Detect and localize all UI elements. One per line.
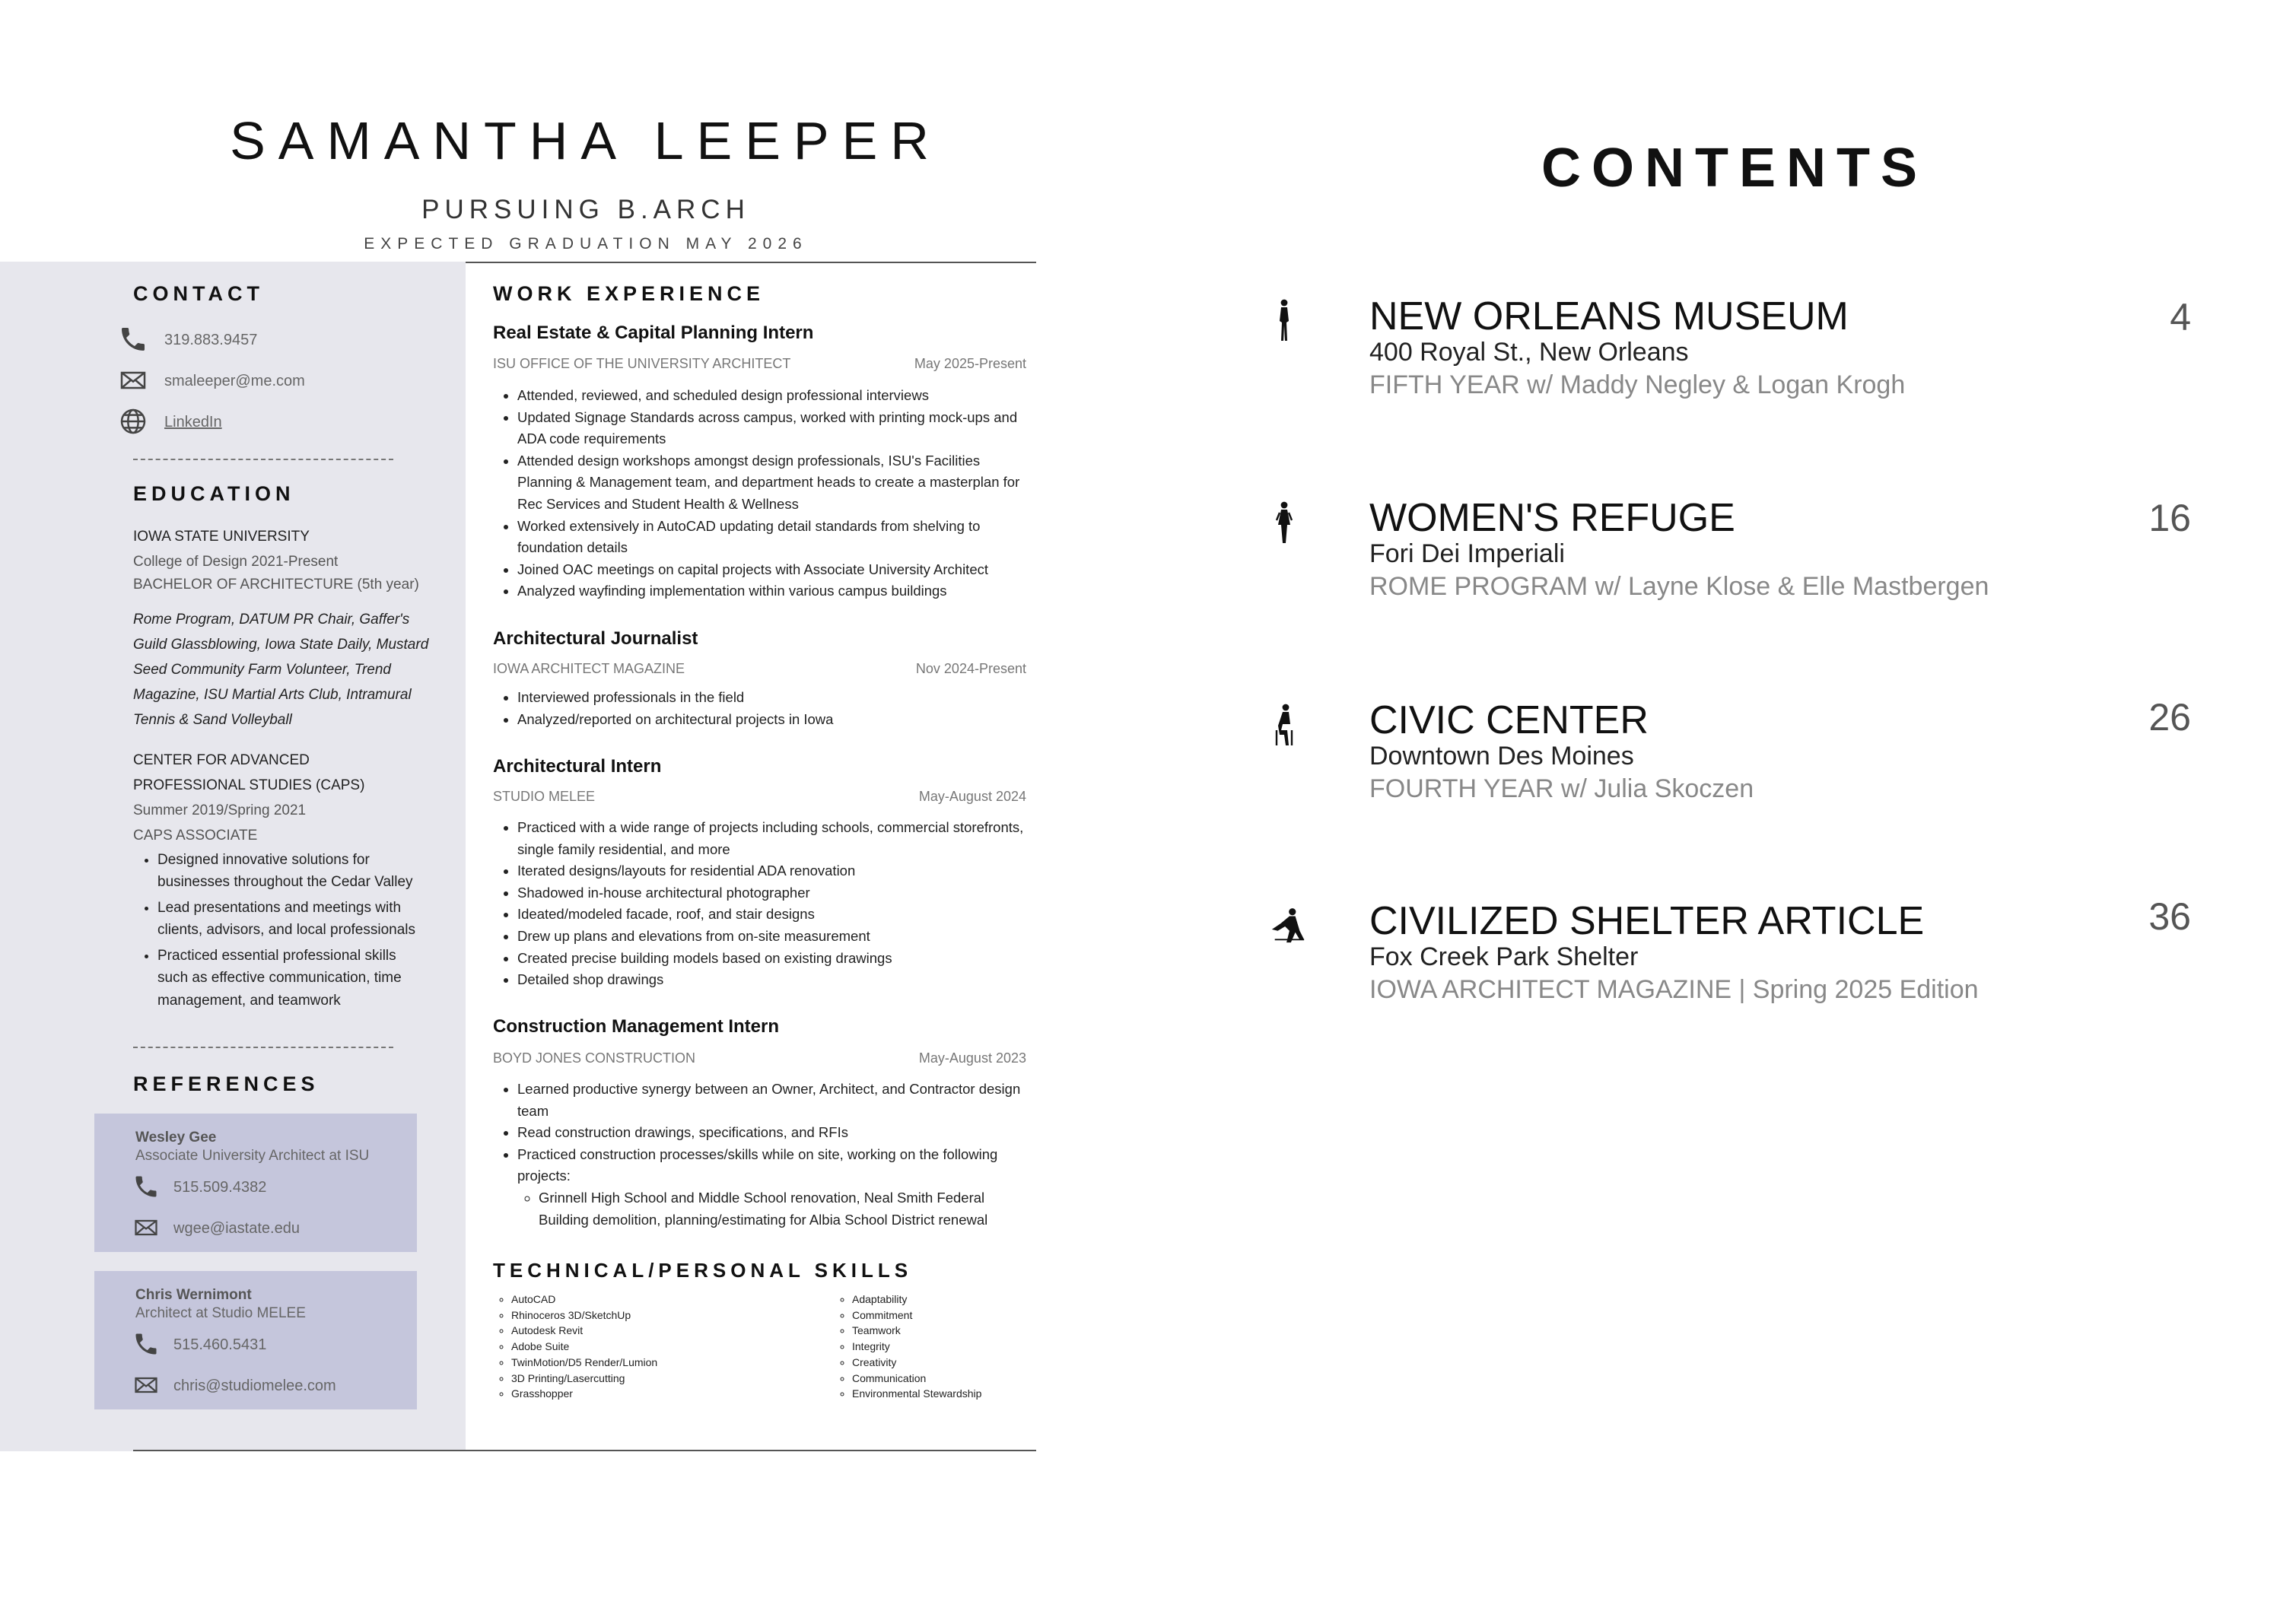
list-item: ◦ Communication: [852, 1371, 1047, 1387]
list-item: • Lead presentations and meetings with clients, advisors, and local professionals: [157, 897, 430, 942]
contents-entry-description: ROME PROGRAM w/ Layne Klose & Elle Mastbergen: [1369, 572, 1989, 601]
list-item: • Practiced essential professional skills such as effective communication, time management, and teamwork: [157, 945, 430, 1012]
reference-phone: 515.509.4382: [173, 1179, 267, 1196]
job-title: Architectural Journalist: [493, 628, 698, 649]
contact-phone: 319.883.9457: [164, 332, 258, 348]
contact-email[interactable]: smaleeper@me.com: [164, 373, 305, 389]
list-item: ◦ Adobe Suite: [511, 1339, 813, 1355]
contents-entry-subtitle: Fori Dei Imperiali: [1369, 539, 1565, 568]
list-item: • Attended, reviewed, and scheduled design professional interviews: [517, 385, 1033, 407]
resume-subtitle: PURSUING B.ARCH: [421, 195, 750, 224]
graduation-line: EXPECTED GRADUATION MAY 2026: [364, 235, 808, 253]
list-item: • Interviewed professionals in the field: [517, 687, 1033, 709]
list-item: • Joined OAC meetings on capital projects with Associate University Architect: [517, 559, 1033, 581]
education-school: IOWA STATE UNIVERSITY: [133, 529, 310, 545]
contents-entry-title[interactable]: CIVILIZED SHELTER ARTICLE: [1369, 899, 1925, 943]
contents-entry-title[interactable]: WOMEN'S REFUGE: [1369, 496, 1735, 540]
job-title: Real Estate & Capital Planning Intern: [493, 323, 814, 343]
list-item: ◦ Grinnell High School and Middle School renovation, Neal Smith Federal Building demolition, planning/estimating for Albia School District renewal: [539, 1187, 1033, 1231]
reference-name: Wesley Gee: [135, 1130, 217, 1145]
list-item: • Worked extensively in AutoCAD updating detail standards from shelving to foundation details: [517, 516, 1033, 559]
job-bullets: [493, 687, 1033, 730]
phone-icon: [118, 324, 148, 354]
phone-icon: [132, 1173, 160, 1200]
education-degree: BACHELOR OF ARCHITECTURE (5th year): [133, 577, 419, 593]
education-heading: EDUCATION: [133, 482, 295, 505]
contents-title: CONTENTS: [1541, 138, 1928, 199]
list-item: ◦ Environmental Stewardship: [852, 1386, 1047, 1402]
list-item: • Updated Signage Standards across campus, worked with printing mock-ups and ADA code requirements: [517, 407, 1033, 450]
mail-icon: [118, 365, 148, 396]
list-item: ◦ Teamwork: [852, 1323, 1047, 1339]
contents-entry-page: 36: [2148, 895, 2191, 938]
list-item: ◦ Rhinoceros 3D/SketchUp: [511, 1308, 813, 1323]
list-item: ◦ 3D Printing/Lasercutting: [511, 1371, 813, 1387]
caps-role: CAPS ASSOCIATE: [133, 828, 258, 844]
job-org: BOYD JONES CONSTRUCTION: [493, 1050, 696, 1066]
technical-skills-list: [493, 1292, 813, 1402]
caps-bullets: [133, 849, 430, 1015]
standing-figure-icon: [1269, 298, 1299, 344]
list-item: ◦ Grasshopper: [511, 1386, 813, 1402]
list-item: • Analyzed wayfinding implementation within various campus buildings: [517, 580, 1033, 602]
contents-entry-page: 16: [2148, 497, 2191, 539]
list-item: • Ideated/modeled facade, roof, and stair designs: [517, 904, 1033, 926]
list-item: • Learned productive synergy between an Owner, Architect, and Contractor design team: [517, 1079, 1033, 1122]
caps-dates: Summer 2019/Spring 2021: [133, 802, 307, 818]
job-bullets: [493, 1079, 1033, 1231]
contents-entry-description: IOWA ARCHITECT MAGAZINE | Spring 2025 Edition: [1369, 975, 1979, 1004]
list-item: • Practiced construction processes/skills while on site, working on the following projects: ◦ Grinnell High School and Middle School renovation, Neal Smith Federal Building demolition, planning/estimating for Albia School District renewal: [517, 1144, 1033, 1231]
crouching-figure-icon: [1269, 904, 1307, 949]
education-activities: Rome Program, DATUM PR Chair, Gaffer's Guild Glassblowing, Iowa State Daily, Mustard Seed Community Farm Volunteer, Trend Magazine, ISU Martial Arts Club, Intramural Tennis & Sand Volleyball: [133, 612, 429, 728]
globe-icon: [118, 406, 148, 437]
list-item: ◦ Autodesk Revit: [511, 1323, 813, 1339]
list-item: • Attended design workshops amongst design professionals, ISU's Facilities Planning & Management team, and department heads to create a masterplan for Rec Services and Student Health & Wellness: [517, 450, 1033, 516]
list-item: ◦ Commitment: [852, 1308, 1047, 1323]
job-org: IOWA ARCHITECT MAGAZINE: [493, 661, 685, 676]
mail-icon: [132, 1371, 160, 1399]
reference-email[interactable]: wgee@iastate.edu: [173, 1220, 300, 1237]
contents-entry-title[interactable]: NEW ORLEANS MUSEUM: [1369, 294, 1849, 338]
list-item: • Practiced with a wide range of projects including schools, commercial storefronts, single family residential, and more: [517, 817, 1033, 860]
list-item: • Created precise building models based on existing drawings: [517, 948, 1033, 970]
reference-card: [94, 1271, 417, 1409]
job-bullets: [493, 817, 1033, 991]
contents-entry-subtitle: Downtown Des Moines: [1369, 742, 1634, 771]
linkedin-link[interactable]: LinkedIn: [164, 414, 222, 431]
job-org: STUDIO MELEE: [493, 789, 596, 804]
job-dates: May 2025-Present: [914, 356, 1026, 371]
sidebar-divider: [133, 459, 393, 460]
phone-icon: [132, 1330, 160, 1358]
caps-line-2: PROFESSIONAL STUDIES (CAPS): [133, 777, 365, 793]
education-college: College of Design 2021-Present: [133, 554, 339, 570]
list-item: • Shadowed in-house architectural photographer: [517, 882, 1033, 904]
contents-entry-page: 26: [2148, 696, 2191, 739]
reference-phone: 515.460.5431: [173, 1336, 267, 1353]
list-item: • Detailed shop drawings: [517, 969, 1033, 991]
list-item: • Designed innovative solutions for businesses throughout the Cedar Valley: [157, 849, 430, 894]
list-item: • Drew up plans and elevations from on-site measurement: [517, 926, 1033, 948]
contents-entry-title[interactable]: CIVIC CENTER: [1369, 698, 1649, 742]
contact-heading: CONTACT: [133, 282, 264, 305]
job-dates: May-August 2023: [918, 1050, 1026, 1066]
job-title: Architectural Intern: [493, 756, 662, 777]
reference-card: [94, 1114, 417, 1252]
reference-name: Chris Wernimont: [135, 1287, 252, 1303]
resume-name: SAMANTHA LEEPER: [230, 111, 942, 170]
list-item: ◦ Adaptability: [852, 1292, 1047, 1308]
contents-entry-page: 4: [2170, 296, 2191, 338]
job-dates: Nov 2024-Present: [915, 661, 1026, 676]
personal-skills-list: [834, 1292, 1047, 1402]
mail-icon: [132, 1214, 160, 1241]
contents-entry-description: FIFTH YEAR w/ Maddy Negley & Logan Krogh: [1369, 370, 1906, 399]
sidebar-divider: [133, 1047, 393, 1048]
job-title: Construction Management Intern: [493, 1016, 780, 1037]
job-dates: May-August 2024: [918, 789, 1026, 804]
skills-heading: TECHNICAL/PERSONAL SKILLS: [493, 1259, 913, 1282]
work-heading: WORK EXPERIENCE: [493, 282, 765, 305]
list-item: • Analyzed/reported on architectural projects in Iowa: [517, 709, 1033, 731]
reference-title: Associate University Architect at ISU: [135, 1148, 370, 1164]
contents-entry-description: FOURTH YEAR w/ Julia Skoczen: [1369, 774, 1754, 803]
seated-figure-icon: [1269, 703, 1299, 748]
list-item: ◦ Integrity: [852, 1339, 1047, 1355]
list-item: ◦ AutoCAD: [511, 1292, 813, 1308]
list-item: ◦ TwinMotion/D5 Render/Lumion: [511, 1355, 813, 1371]
contents-entry-subtitle: 400 Royal St., New Orleans: [1369, 338, 1689, 367]
reference-email[interactable]: chris@studiomelee.com: [173, 1377, 336, 1394]
job-bullets: [493, 385, 1033, 602]
list-item: ◦ Creativity: [852, 1355, 1047, 1371]
woman-figure-icon: [1269, 500, 1299, 546]
footer-divider: [133, 1450, 1036, 1451]
references-heading: REFERENCES: [133, 1072, 320, 1095]
reference-title: Architect at Studio MELEE: [135, 1305, 306, 1321]
contents-entry-subtitle: Fox Creek Park Shelter: [1369, 942, 1639, 971]
caps-line-1: CENTER FOR ADVANCED: [133, 752, 310, 768]
list-item: • Iterated designs/layouts for residential ADA renovation: [517, 860, 1033, 882]
list-item: • Read construction drawings, specifications, and RFIs: [517, 1122, 1033, 1144]
job-org: ISU OFFICE OF THE UNIVERSITY ARCHITECT: [493, 356, 791, 371]
